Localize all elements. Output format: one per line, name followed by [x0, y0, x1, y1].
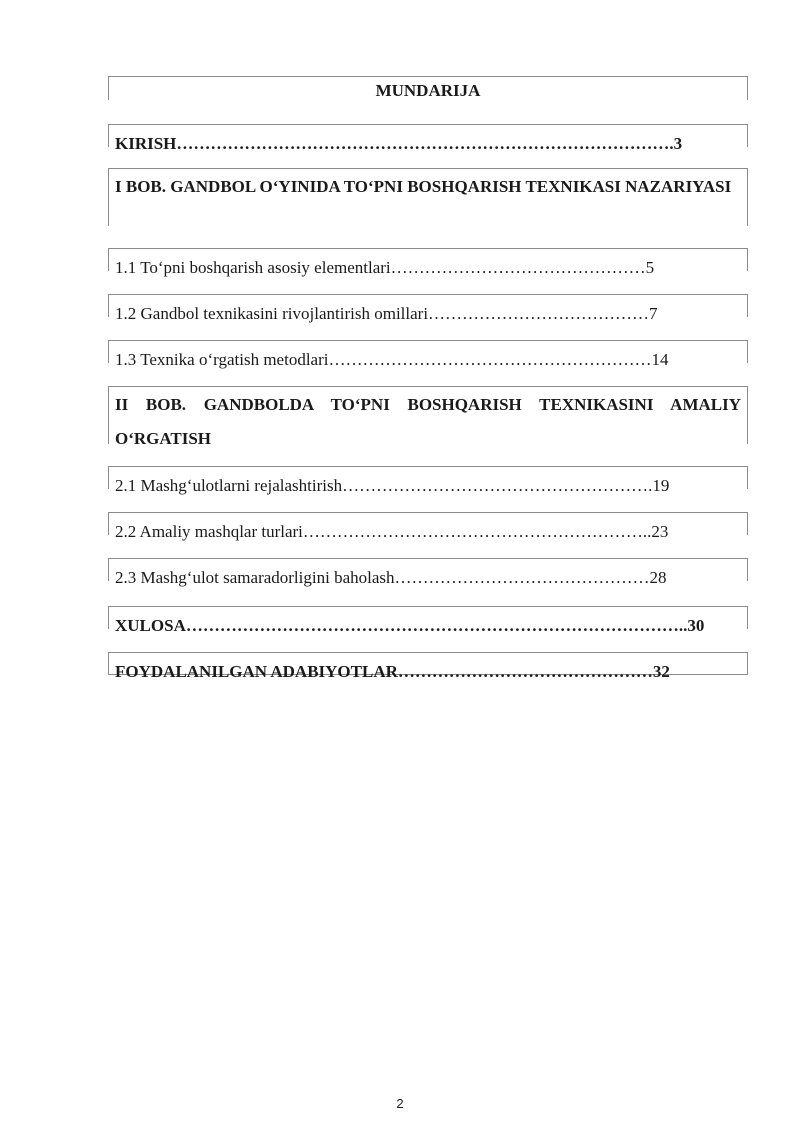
- toc-entry-section-1-2: [108, 294, 748, 323]
- toc-entry-text: FOYDALANILGAN ADABIYOTLAR………………………………………32: [115, 662, 670, 681]
- toc-entry-text: 2.1 Mashg‘ulotlarni rejalashtirish……………………………………………….19: [115, 476, 670, 495]
- toc-entry-text: XULOSA……………………………………………………………………………..30: [115, 616, 705, 635]
- toc-entry-section-1-1: [108, 248, 748, 277]
- toc-entry-text: 2.3 Mashg‘ulot samaradorligini baholash………………………………………28: [115, 568, 667, 587]
- toc-entry-chapter-1: [108, 168, 748, 226]
- page-number: 2: [396, 1096, 404, 1111]
- toc-entry-section-2-1: [108, 466, 748, 495]
- toc-entry-text: 2.2 Amaliy mashqlar turlari……………………………………………………..23: [115, 522, 669, 541]
- toc-entry-section-1-3: [108, 340, 748, 369]
- toc-entry-section-2-2: [108, 512, 748, 541]
- toc-entry-text: KIRISH…………………………………………………………………………….3: [115, 134, 683, 153]
- toc-title-row: [108, 76, 748, 100]
- toc-entry-chapter-2: [108, 386, 748, 448]
- toc-entry-references: [108, 652, 748, 681]
- toc-entry-section-2-3: [108, 558, 748, 587]
- toc-entry-text: I BOB. GANDBOL O‘YINIDA TO‘PNI BOSHQARISH TEXNIKASI NAZARIYASI: [115, 177, 732, 196]
- toc-entry-text: 1.1 To‘pni boshqarish asosiy elementlari………………………………………5: [115, 258, 655, 277]
- toc-entry-text: II BOB. GANDBOLDA TO‘PNI BOSHQARISH TEXNIKASINI AMALIY O‘RGATISH: [115, 395, 741, 448]
- toc-title: MUNDARIJA: [375, 81, 481, 100]
- toc-entry-conclusion: [108, 606, 748, 635]
- toc-entry-text: 1.3 Texnika o‘rgatish metodlari…………………………………………………14: [115, 350, 669, 369]
- toc-entry-text: 1.2 Gandbol texnikasini rivojlantirish omillari…………………………………7: [115, 304, 658, 323]
- toc-entry-introduction: [108, 124, 748, 153]
